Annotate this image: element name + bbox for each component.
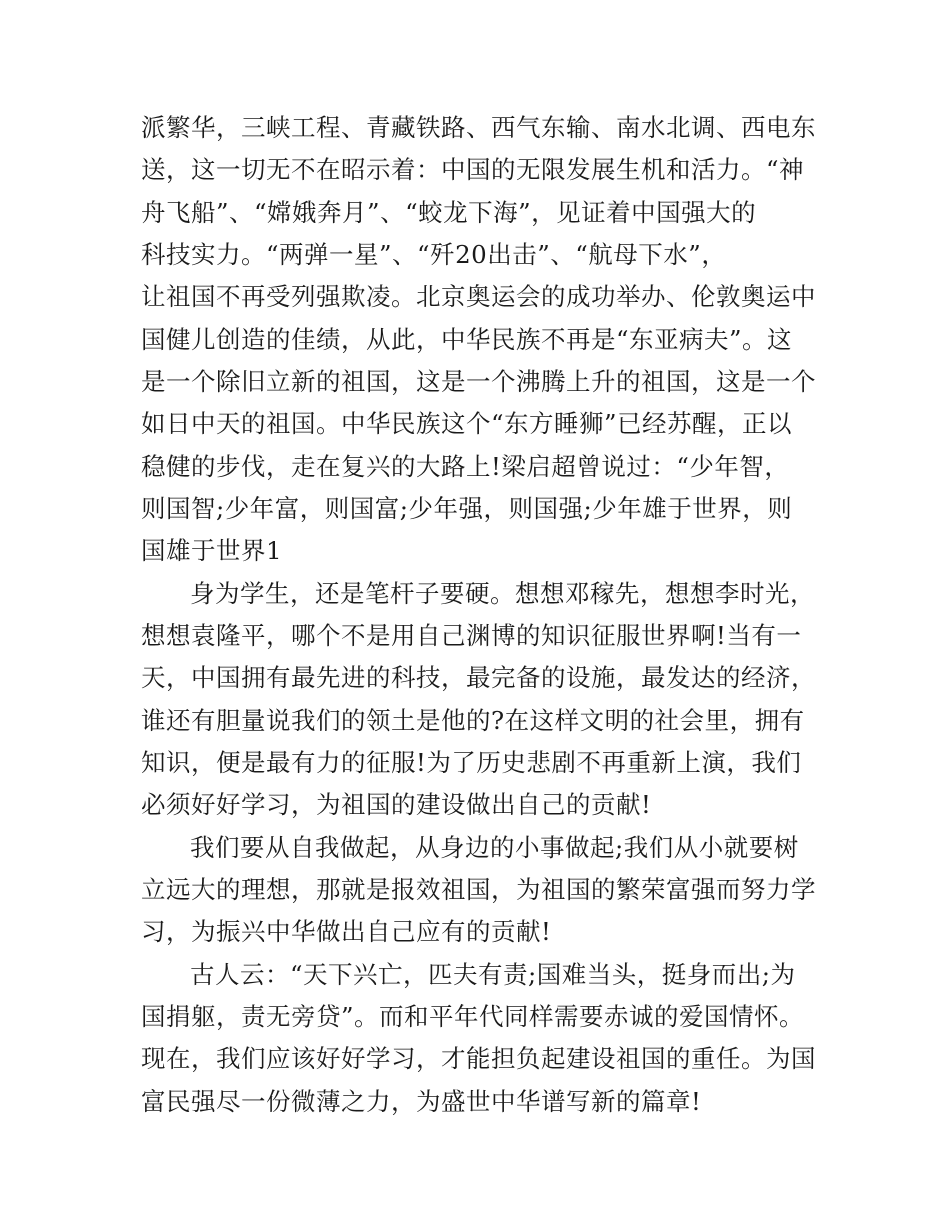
text-line: 舟飞船”、“嫦娥奔月”、“蛟龙下海”，见证着中国强大的 — [141, 198, 757, 227]
text-line: 则国智;少年富，则国富;少年强，则国强;少年雄于世界，则 — [141, 494, 793, 523]
text-line: 如日中天的祖国。中华民族这个“东方睡狮”已经苏醒，正以 — [141, 409, 793, 438]
text-line: 让祖国不再受列强欺凌。北京奥运会的成功举办、伦敦奥运中 — [141, 282, 816, 311]
text-line: 天，中国拥有最先进的科技，最完备的设施，最发达的经济， — [141, 663, 816, 692]
text-line: 习，为振兴中华做出自己应有的贡献! — [141, 917, 552, 946]
text-line: 派繁华，三峡工程、青藏铁路、西气东输、南水北调、西电东 — [141, 113, 816, 142]
text-line: 知识，便是最有力的征服!为了历史悲剧不再重新上演，我们 — [141, 748, 802, 777]
text-line: 国健儿创造的佳绩，从此，中华民族不再是“东亚病夫”。这 — [141, 325, 793, 354]
text-line: 现在，我们应该好好学习，才能担负起建设祖国的重任。为国 — [141, 1044, 816, 1073]
paragraph-first-line: 我们要从自我做起，从身边的小事做起;我们从小就要树 — [190, 833, 799, 862]
text-line: 科技实力。“两弹一星”、“歼20出击”、“航母下水”， — [141, 240, 727, 269]
text-line: 是一个除旧立新的祖国，这是一个沸腾上升的祖国，这是一个 — [141, 367, 816, 396]
text-line: 送，这一切无不在昭示着：中国的无限发展生机和活力。“神 — [141, 155, 805, 184]
text-line: 富民强尽一份微薄之力，为盛世中华谱写新的篇章! — [141, 1087, 702, 1116]
text-line: 想想袁隆平，哪个不是用自己渊博的知识征服世界啊!当有一 — [141, 621, 802, 650]
text-line: 国雄于世界1 — [141, 536, 283, 565]
paragraph-first-line: 身为学生，还是笔杆子要硬。想想邓稼先，想想李时光， — [190, 579, 815, 608]
paragraph-first-line: 古人云：“天下兴亡，匹夫有责;国难当头，挺身而出;为 — [190, 960, 796, 989]
text-line: 国捐躯，责无旁贷”。而和平年代同样需要赤诚的爱国情怀。 — [141, 1002, 805, 1031]
text-line: 稳健的步伐，走在复兴的大路上!梁启超曾说过：“少年智， — [141, 452, 790, 481]
text-line: 立远大的理想，那就是报效祖国，为祖国的繁荣富强而努力学 — [141, 875, 816, 904]
text-line: 谁还有胆量说我们的领土是他的?在这样文明的社会里，拥有 — [141, 706, 805, 735]
text-line: 必须好好学习，为祖国的建设做出自己的贡献! — [141, 790, 652, 819]
